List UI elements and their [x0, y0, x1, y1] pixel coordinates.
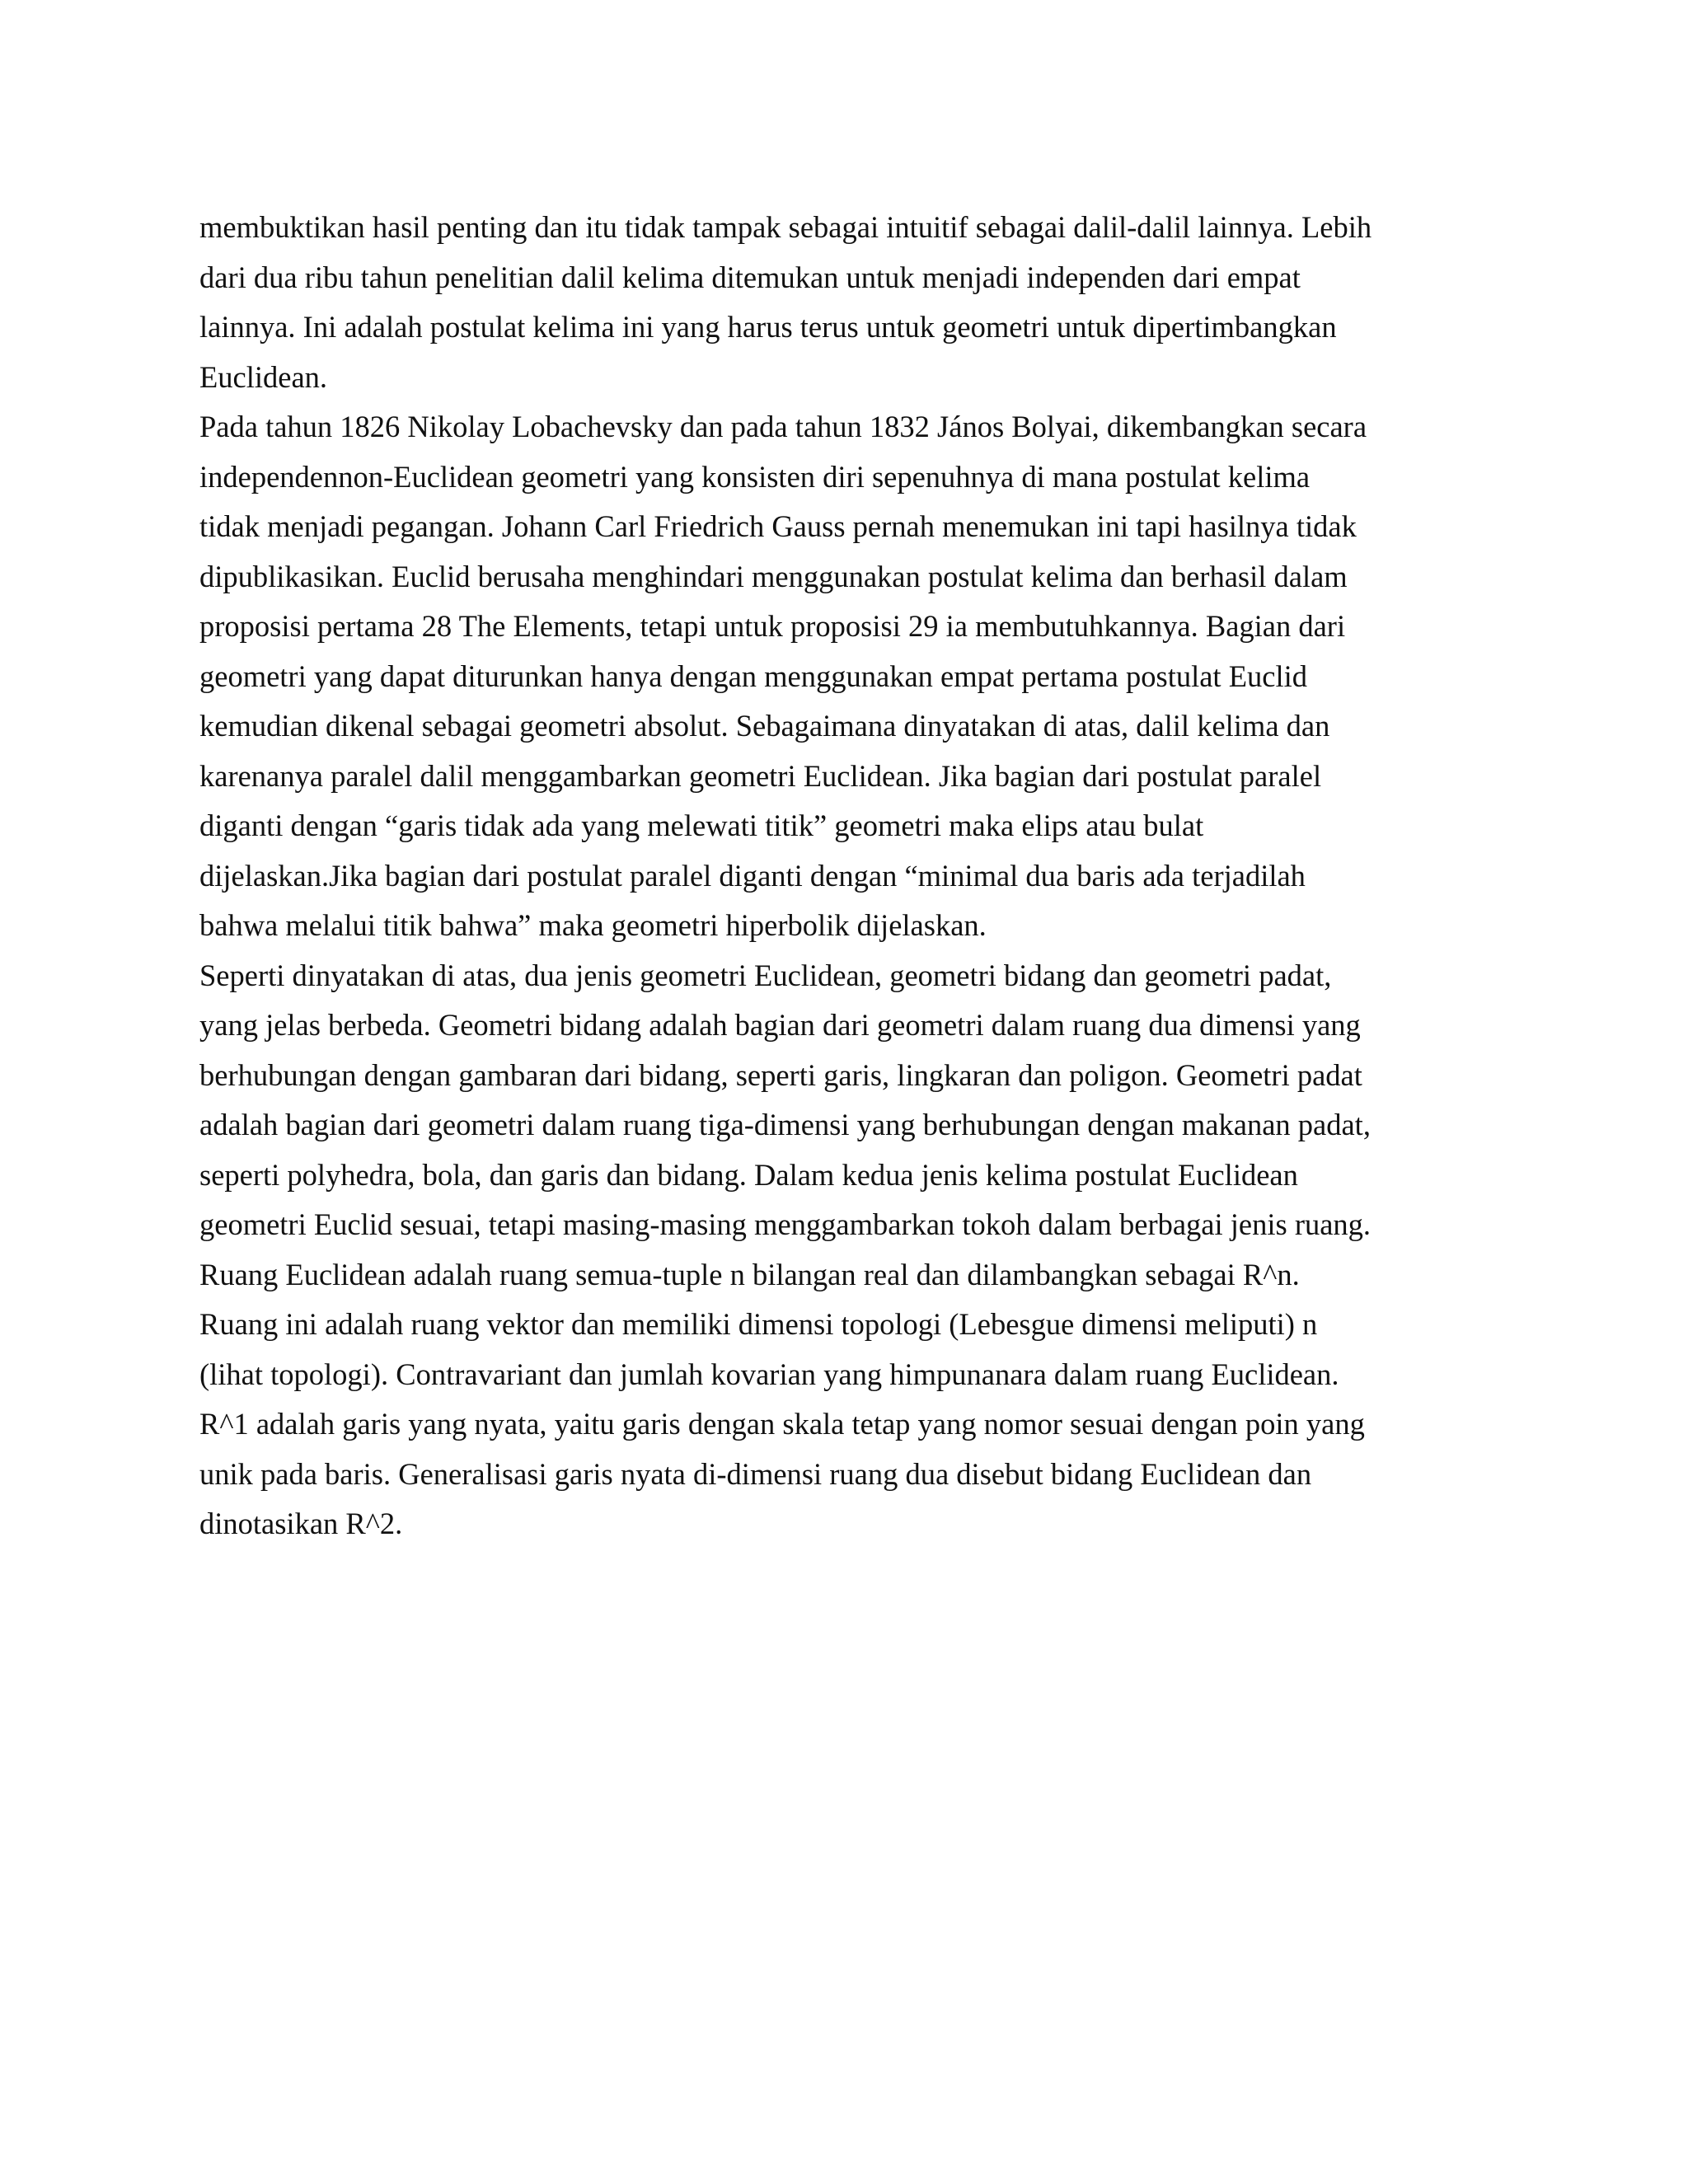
text-line: seperti polyhedra, bola, dan garis dan bidang. Dalam kedua jenis kelima postulat Euclidean [199, 1157, 1298, 1192]
text-line: R^1 adalah garis yang nyata, yaitu garis dengan skala tetap yang nomor sesuai dengan poin yang [199, 1407, 1365, 1441]
text-line: (lihat topologi). Contravariant dan jumlah kovarian yang himpunanara dalam ruang Euclidean. [199, 1357, 1339, 1391]
text-line: unik pada baris. Generalisasi garis nyata di-dimensi ruang dua disebut bidang Euclidean dan [199, 1456, 1312, 1491]
text-line: kemudian dikenal sebagai geometri absolut. Sebagaimana dinyatakan di atas, dalil kelima dan [199, 709, 1330, 743]
text-line: dari dua ribu tahun penelitian dalil kelima ditemukan untuk menjadi independen dari empat [199, 260, 1301, 294]
text-line: bahwa melalui titik bahwa” maka geometri hiperbolik dijelaskan. [199, 908, 987, 942]
text-line: Ruang Euclidean adalah ruang semua-tuple n bilangan real dan dilambangkan sebagai R^n. [199, 1257, 1300, 1291]
text-line: membuktikan hasil penting dan itu tidak tampak sebagai intuitif sebagai dalil-dalil lainnya. Lebih [199, 210, 1372, 244]
text-line: tidak menjadi pegangan. Johann Carl Friedrich Gauss pernah menemukan ini tapi hasilnya tidak [199, 509, 1357, 543]
text-line: dinotasikan R^2. [199, 1507, 403, 1540]
text-line: Euclidean. [199, 359, 328, 394]
text-line: lainnya. Ini adalah postulat kelima ini yang harus terus untuk geometri untuk dipertimbangkan [199, 310, 1337, 344]
text-line: geometri Euclid sesuai, tetapi masing-masing menggambarkan tokoh dalam berbagai jenis ruang. [199, 1207, 1372, 1241]
text-line: berhubungan dengan gambaran dari bidang, seperti garis, lingkaran dan poligon. Geometri padat [199, 1057, 1362, 1092]
text-line: Pada tahun 1826 Nikolay Lobachevsky dan pada tahun 1832 János Bolyai, dikembangkan secara [199, 410, 1367, 443]
text-line: dipublikasikan. Euclid berusaha menghindari menggunakan postulat kelima dan berhasil dalam [199, 559, 1348, 593]
text-line: adalah bagian dari geometri dalam ruang tiga-dimensi yang berhubungan dengan makanan padat, [199, 1108, 1371, 1141]
text-line: geometri yang dapat diturunkan hanya dengan menggunakan empat pertama postulat Euclid [199, 658, 1307, 693]
text-line: Seperti dinyatakan di atas, dua jenis geometri Euclidean, geometri bidang dan geometri padat, [199, 958, 1332, 992]
text-line: diganti dengan “garis tidak ada yang melewati titik” geometri maka elips atau bulat [199, 808, 1204, 842]
text-line: karenanya paralel dalil menggambarkan geometri Euclidean. Jika bagian dari postulat paralel [199, 758, 1322, 793]
text-line: dijelaskan.Jika bagian dari postulat paralel diganti dengan “minimal dua baris ada terjadilah [199, 858, 1306, 893]
text-line: yang jelas berbeda. Geometri bidang adalah bagian dari geometri dalam ruang dua dimensi yang [199, 1008, 1361, 1042]
text-line: proposisi pertama 28 The Elements, tetapi untuk proposisi 29 ia membutuhkannya. Bagian dari [199, 609, 1346, 643]
text-line: Ruang ini adalah ruang vektor dan memiliki dimensi topologi (Lebesgue dimensi meliputi) n [199, 1307, 1318, 1341]
body-text [199, 203, 1502, 1549]
text-line: independennon-Euclidean geometri yang konsisten diri sepenuhnya di mana postulat kelima [199, 459, 1311, 494]
